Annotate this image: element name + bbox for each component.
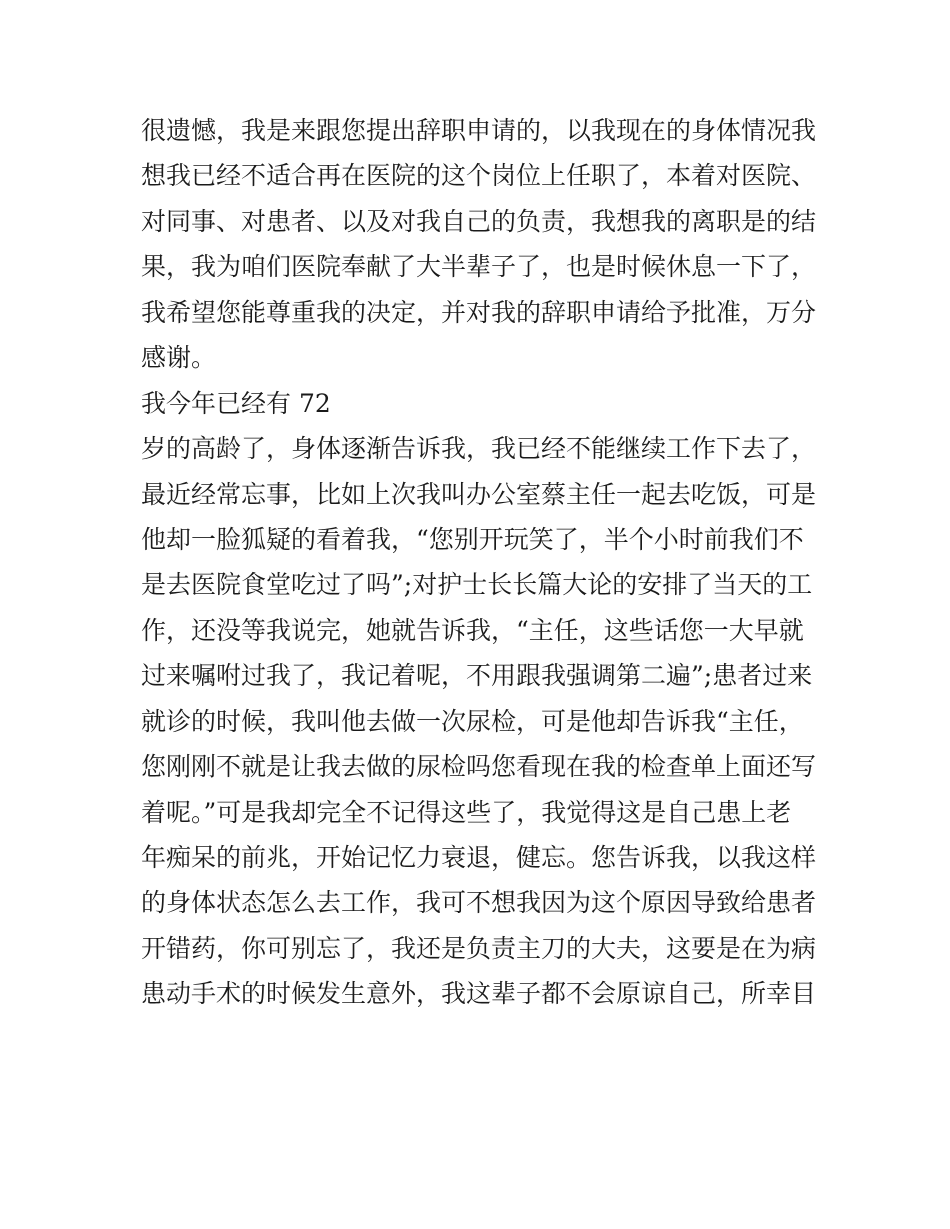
text-line: 您刚刚不就是让我去做的尿检吗您看现在我的检查单上面还写 bbox=[141, 752, 817, 782]
text-line: 我今年已经有 72 bbox=[141, 388, 331, 418]
text-line: 感谢。 bbox=[141, 343, 217, 373]
text-line: 果，我为咱们医院奉献了大半辈子了，也是时候休息一下了， bbox=[141, 252, 817, 282]
text-line: 最近经常忘事，比如上次我叫办公室蔡主任一起去吃饭，可是 bbox=[141, 479, 817, 509]
letter-body bbox=[141, 108, 821, 1017]
text-line: 的身体状态怎么去工作，我可不想我因为这个原因导致给患者 bbox=[141, 888, 817, 918]
text-line: 作，还没等我说完，她就告诉我，“主任，这些话您一大早就 bbox=[141, 615, 804, 645]
text-line: 我希望您能尊重我的决定，并对我的辞职申请给予批准，万分 bbox=[141, 297, 817, 327]
text-line: 过来嘱咐过我了，我记着呢，不用跟我强调第二遍”;患者过来 bbox=[141, 661, 813, 691]
text-line: 他却一脸狐疑的看着我，“您别开玩笑了，半个小时前我们不 bbox=[141, 524, 804, 554]
text-line: 想我已经不适合再在医院的这个岗位上任职了，本着对医院、 bbox=[141, 161, 817, 191]
text-line: 开错药，你可别忘了，我还是负责主刀的大夫，这要是在为病 bbox=[141, 933, 817, 963]
text-line: 岁的高龄了，身体逐渐告诉我，我已经不能继续工作下去了， bbox=[141, 434, 817, 464]
text-line: 年痴呆的前兆，开始记忆力衰退，健忘。您告诉我，以我这样 bbox=[141, 843, 817, 872]
text-line: 就诊的时候，我叫他去做一次尿检，可是他却告诉我“主任， bbox=[141, 706, 804, 736]
text-line: 对同事、对患者、以及对我自己的负责，我想我的离职是的结 bbox=[141, 206, 817, 236]
text-line: 是去医院食堂吃过了吗”;对护士长长篇大论的安排了当天的工 bbox=[141, 570, 813, 600]
text-line: 患动手术的时候发生意外，我这辈子都不会原谅自己，所幸目 bbox=[141, 979, 817, 1009]
text-line: 着呢。”可是我却完全不记得这些了，我觉得这是自己患上老 bbox=[141, 797, 792, 827]
text-line: 很遗憾，我是来跟您提出辞职申请的，以我现在的身体情况我 bbox=[141, 116, 817, 145]
